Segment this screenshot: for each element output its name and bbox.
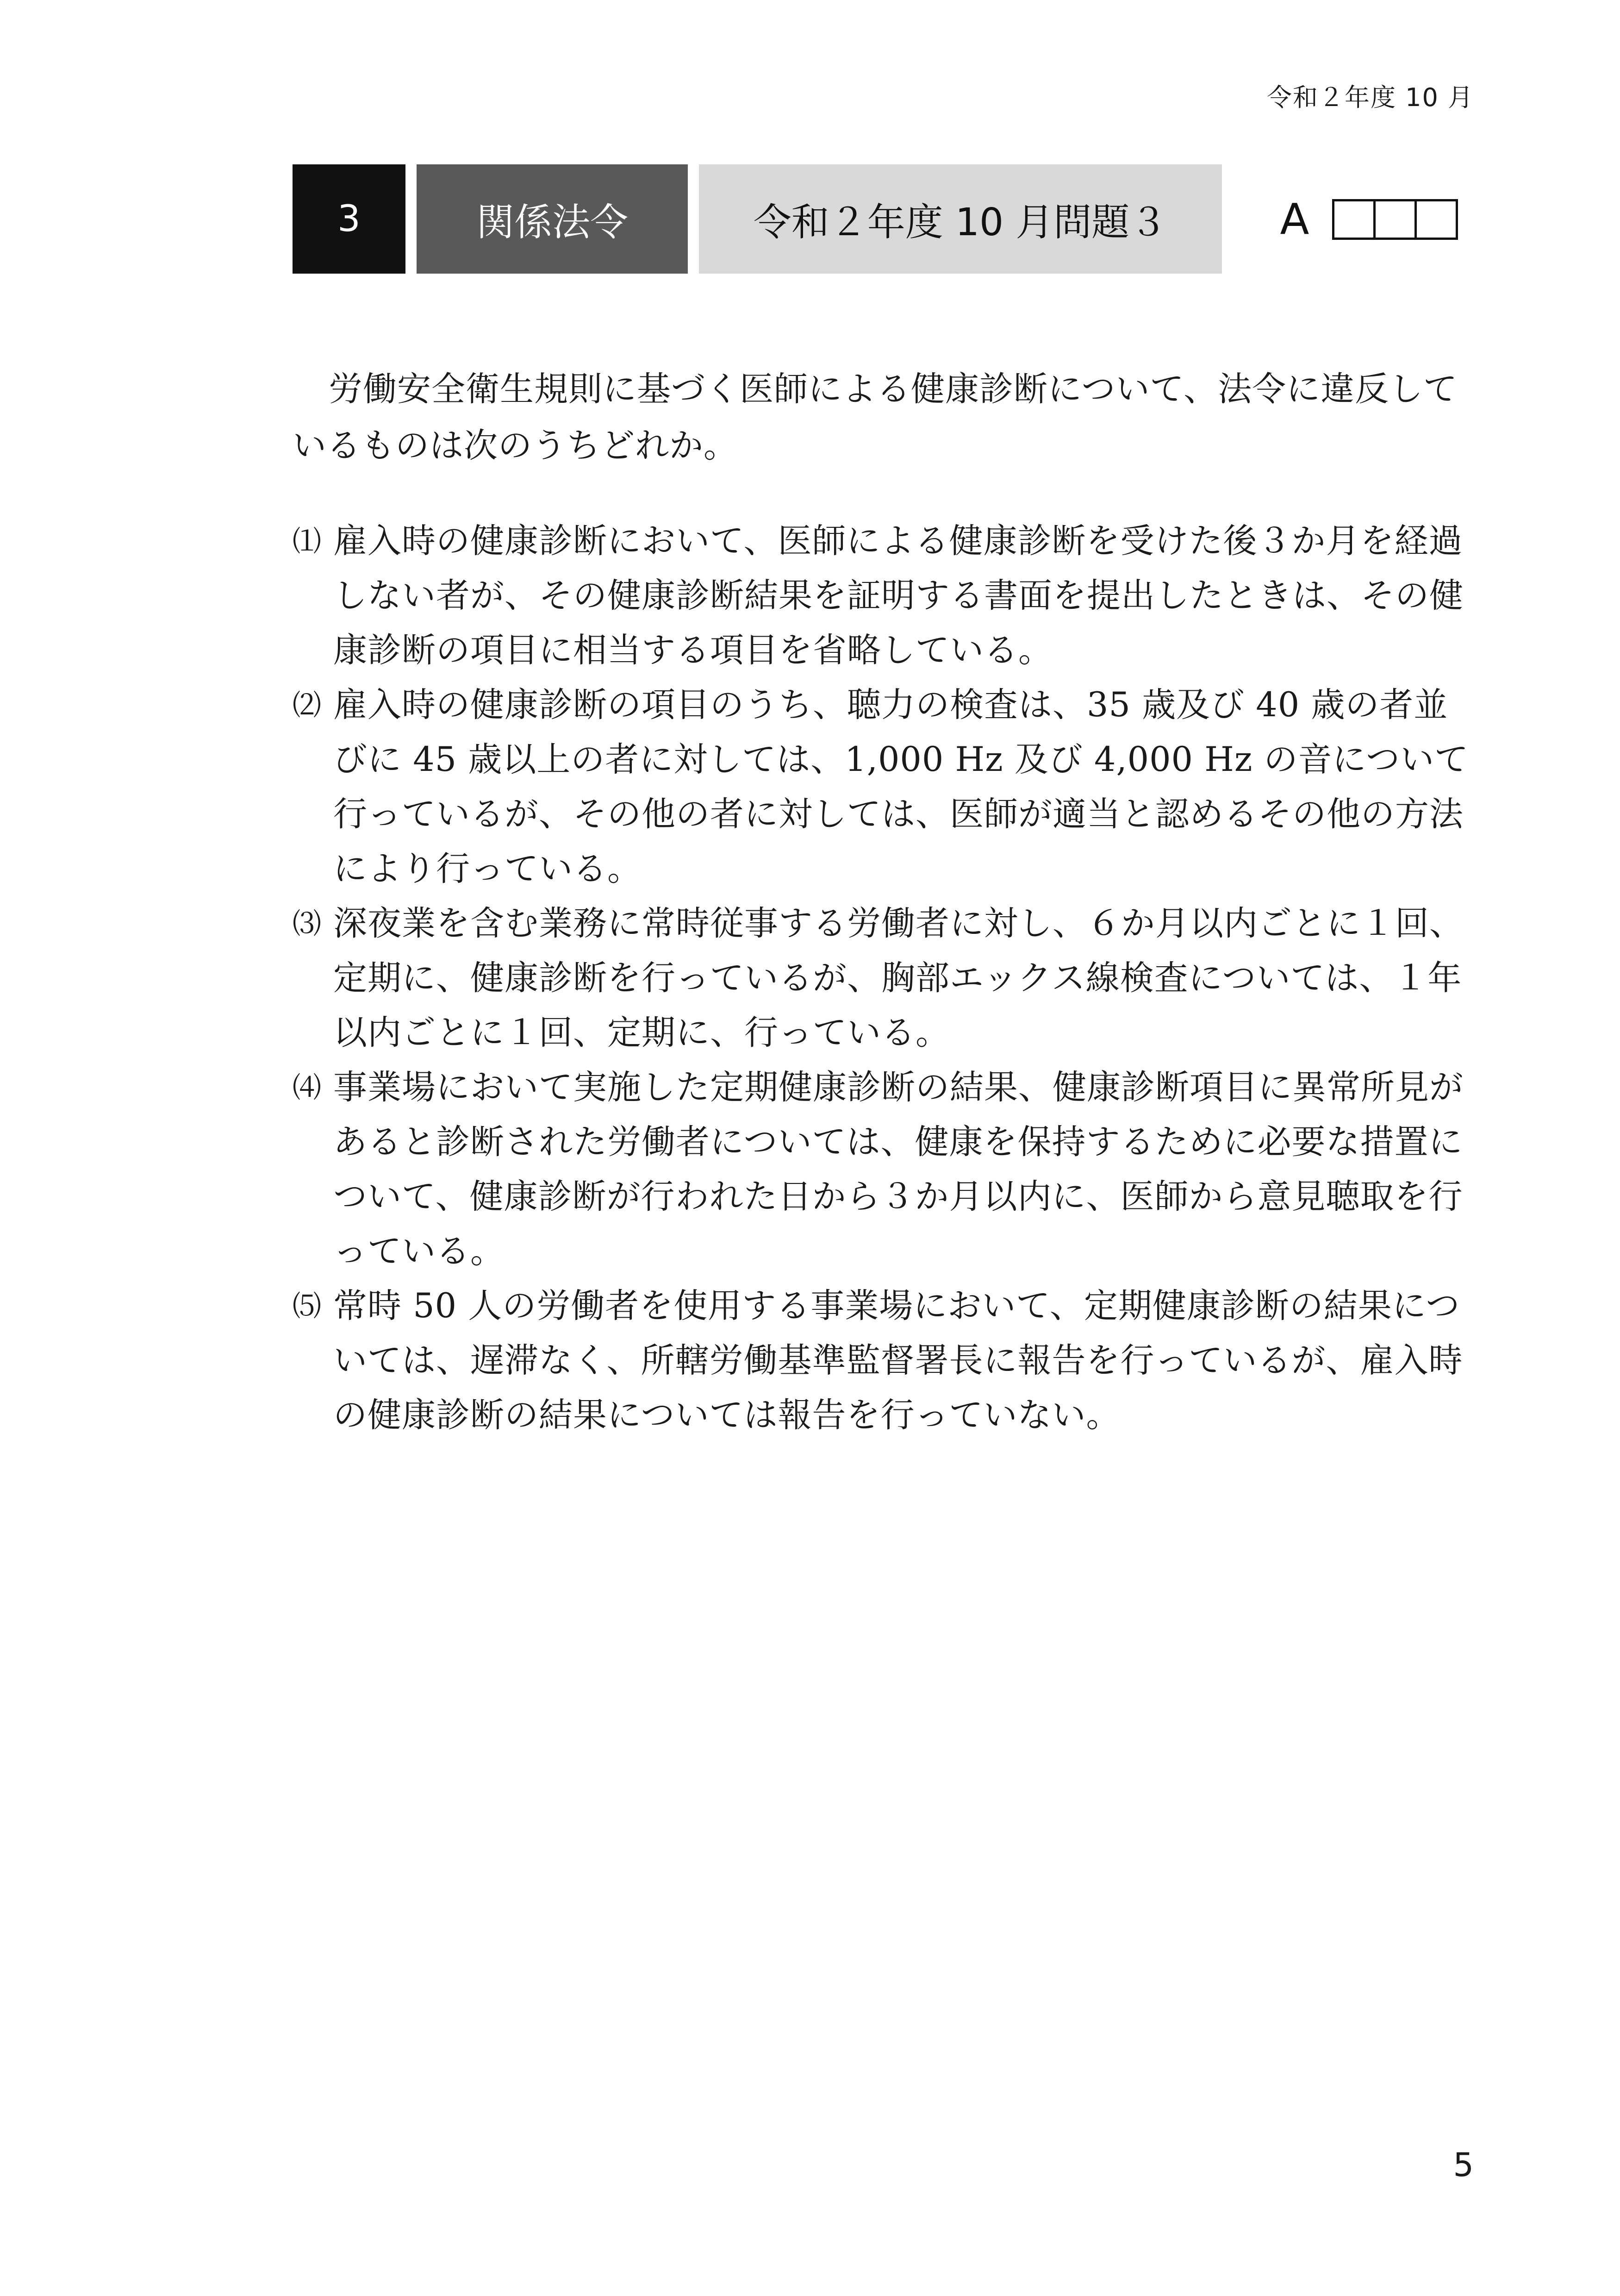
- category-label: 関係法令: [417, 164, 688, 274]
- page-number: 5: [1453, 2146, 1474, 2184]
- review-checkbox-1[interactable]: [1332, 199, 1376, 240]
- option-text: 事業場において実施した定期健康診断の結果、健康診断項目に異常所見があると診断された労働者については、健康を保持するために必要な措置について、健康診断が行われた日から３か月以内に、医師から意見聴取を行っている。: [333, 1068, 1464, 1271]
- answer-option-5: [293, 1279, 1477, 1443]
- option-number: ⑶: [293, 907, 322, 940]
- answer-option-2: [293, 678, 1477, 896]
- question-header-bar: [293, 164, 1474, 274]
- option-number: ⑷: [293, 1070, 322, 1104]
- option-text: 常時 50 人の労働者を使用する事業場において、定期健康診断の結果については、遅滞なく、所轄労働基準監督署長に報告を行っているが、雇入時の健康診断の結果については報告を行っていない。: [333, 1286, 1463, 1435]
- option-text: 雇入時の健康診断において、医師による健康診断を受けた後３か月を経過しない者が、その健康診断結果を証明する書面を提出したときは、その健康診断の項目に相当する項目を省略している。: [333, 521, 1464, 670]
- question-text: 労働安全衛生規則に基づく医師による健康診断について、法令に違反しているものは次のうちどれか。: [293, 369, 1458, 465]
- review-checkboxes: [1332, 199, 1456, 240]
- question-stem: [293, 361, 1477, 474]
- option-number: ⑴: [293, 524, 322, 558]
- review-checkbox-3[interactable]: [1414, 199, 1458, 240]
- answer-option-4: [293, 1060, 1477, 1279]
- option-text: 深夜業を含む業務に常時従事する労働者に対し、６か月以内ごとに１回、定期に、健康診断を行っているが、胸部エックス線検査については、１年以内ごとに１回、定期に、行っている。: [333, 904, 1464, 1052]
- answer-options: [293, 514, 1477, 1443]
- running-header: 令和２年度 10 月: [1266, 83, 1474, 112]
- source-label: 令和２年度 10 月問題３: [699, 164, 1222, 274]
- answer-option-3: [293, 896, 1477, 1060]
- difficulty-rank: A: [1280, 194, 1309, 244]
- question-number-badge: 3: [293, 164, 405, 274]
- option-number: ⑵: [293, 688, 322, 722]
- review-checkbox-2[interactable]: [1373, 199, 1417, 240]
- option-text: 雇入時の健康診断の項目のうち、聴力の検査は、35 歳及び 40 歳の者並びに 45 歳以上の者に対しては、1,000 Hz 及び 4,000 Hz の音について行っているが、その他の者に対しては、医師が適当と認めるその他の方法により行っている。: [333, 685, 1469, 888]
- option-number: ⑸: [293, 1289, 322, 1323]
- answer-option-1: [293, 514, 1477, 678]
